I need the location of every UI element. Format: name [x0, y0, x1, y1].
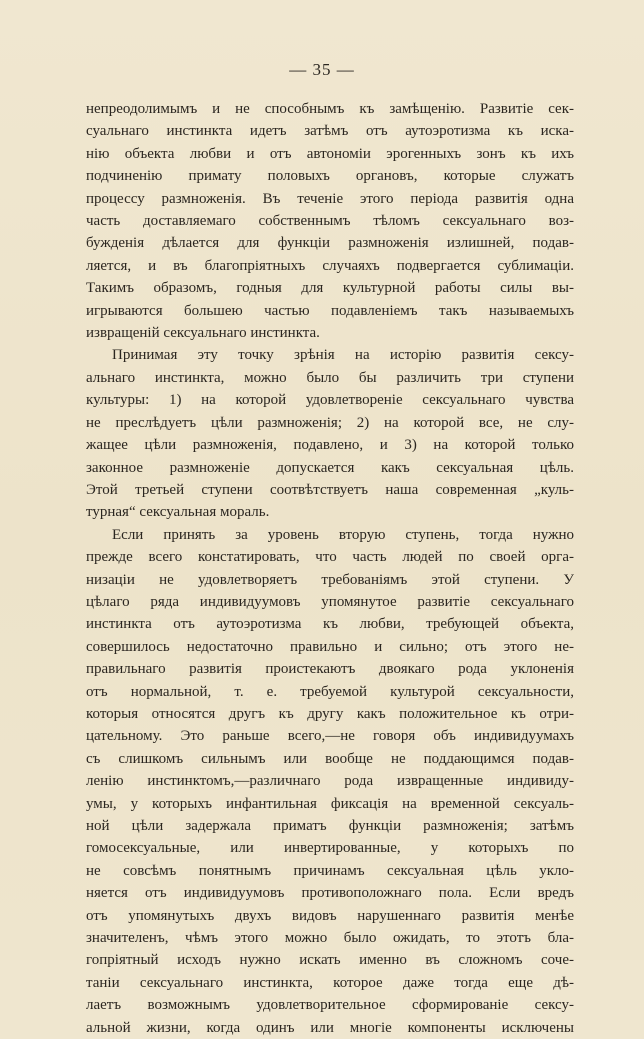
text-line: Если принять за уровень вторую ступень, тогда нужно [112, 526, 574, 543]
text-line: таніи сексуальнаго инстинкта, которое даже тогда еще дѣ- [86, 974, 574, 991]
text-line: законное размноженіе допускается какъ сексуальная цѣль. [86, 459, 574, 476]
text-line: отъ нормальной, т. е. требуемой культурой сексуальности, [86, 683, 574, 700]
text-line: суальнаго инстинкта идетъ затѣмъ отъ аутоэротизма къ иска- [86, 123, 574, 140]
text-line: Такимъ образомъ, годныя для культурной работы силы вы- [86, 280, 574, 297]
text-line: отъ упомянутыхъ двухъ видовъ нарушеннаго развитія менѣе [86, 907, 574, 924]
text-line: няется отъ индивидуумовъ противоположнаго пола. Если вредъ [86, 885, 574, 902]
text-line: совершилось недостаточно правильно и сильно; отъ этого не- [86, 638, 574, 655]
text-line: инстинкта отъ аутоэротизма къ любви, требующей объекта, [86, 616, 574, 633]
page-number: — 35 — [289, 60, 355, 79]
text-line: прежде всего констатировать, что часть людей по своей орга- [86, 549, 574, 566]
text-line: ляется, и въ благопріятныхъ случаяхъ подвергается сублимаціи. [86, 257, 574, 274]
text-line: жащее цѣли размноженія, подавлено, и 3) на которой только [86, 437, 574, 454]
text-line: культуры: 1) на которой удовлетвореніе сексуальнаго чувства [86, 392, 574, 409]
text-line: лаетъ возможнымъ удовлетворительное сформированіе сексу- [86, 997, 574, 1014]
text-line: Этой третьей ступени соотвѣтствуетъ наша современная „куль- [86, 481, 574, 498]
text-line: съ слишкомъ сильнымъ или вообще не поддающимся подав- [86, 750, 574, 767]
text-line: альной жизни, когда одинъ или многіе компоненты исключены [86, 1019, 574, 1036]
text-line: бужденія дѣлается для функціи размноженія излишней, подав- [86, 235, 574, 252]
text-line: правильнаго развитія проистекаютъ двоякаго рода уклоненія [86, 661, 574, 678]
text-line: не преслѣдуетъ цѣли размноженія; 2) на которой все, не слу- [86, 414, 574, 431]
body-text [86, 98, 574, 1039]
text-line: подчиненію примату половыхъ органовъ, которые служатъ [86, 168, 574, 185]
text-line: турная“ сексуальная мораль. [86, 504, 270, 521]
text-line: игрываются большею частью подавленіемъ такъ называемыхъ [86, 302, 574, 319]
text-line: альнаго инстинкта, можно было бы различить три ступени [86, 369, 574, 386]
text-line: извращеній сексуальнаго инстинкта. [86, 325, 320, 342]
text-line: нію объекта любви и отъ автономіи эрогенныхъ зонъ къ ихъ [86, 145, 574, 162]
text-line: низаціи не удовлетворяетъ требованіямъ этой ступени. У [86, 571, 574, 588]
text-line: цѣлаго ряда индивидуумовъ упомянутое развитіе сексуальнаго [86, 593, 574, 610]
text-line: которыя относятся другъ къ другу какъ положительное къ отри- [86, 705, 574, 722]
paragraph-2 [86, 344, 574, 523]
text-line: цательному. Это раньше всего,—не говоря объ индивидуумахъ [86, 728, 574, 745]
text-line: процессу размноженія. Въ теченіе этого періода развитія одна [86, 190, 574, 207]
text-line: ленію инстинктомъ,—различнаго рода извращенные индивиду- [86, 773, 574, 790]
text-line: непреодолимымъ и не способнымъ къ замѣщенію. Развитіе сек- [86, 101, 574, 117]
text-line: Принимая эту точку зрѣнія на исторію развитія сексу- [112, 347, 574, 364]
paragraph-3 [86, 524, 574, 1039]
text-line: не совсѣмъ понятнымъ причинамъ сексуальная цѣль укло- [86, 862, 574, 879]
text-line: гопріятный исходъ нужно искать именно въ сложномъ соче- [86, 952, 574, 969]
text-line: значителенъ, чѣмъ этого можно было ожидать, то этотъ бла- [86, 930, 574, 947]
text-line: ной цѣли задержала приматъ функціи размноженія; затѣмъ [86, 818, 574, 834]
text-line: гомосексуальные, или инвертированные, у которыхъ по [86, 840, 574, 857]
text-line: часть доставляемаго собственнымъ тѣломъ сексуальнаго воз- [86, 213, 574, 230]
paragraph-1 [86, 98, 574, 344]
text-line: умы, у которыхъ инфантильная фиксація на временной сексуаль- [86, 795, 574, 812]
